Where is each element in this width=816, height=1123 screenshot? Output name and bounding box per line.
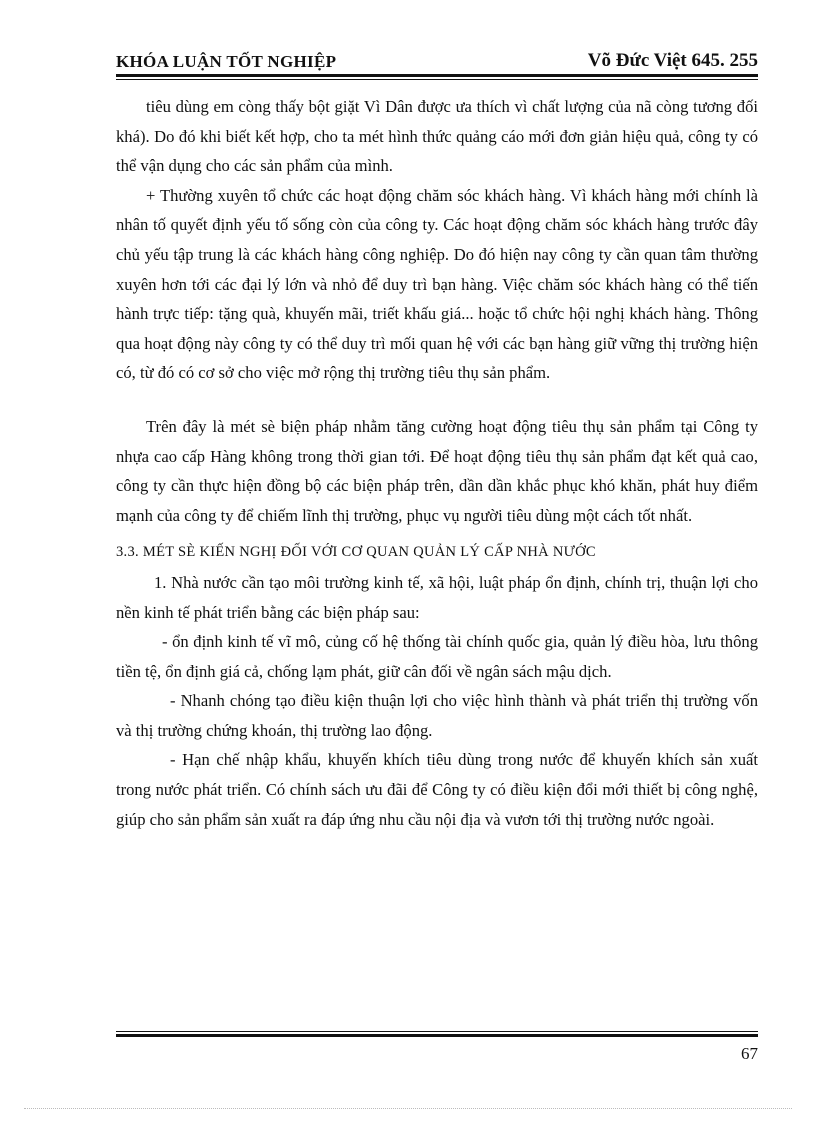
page-number: 67 [741,1044,758,1063]
footer-rule-thick [116,1034,758,1037]
section-heading: 3.3. MÉT SÈ KIẾN NGHỊ ĐỐI VỚI CƠ QUAN QUẢN LÝ CẤP NHÀ NƯỚC [116,544,596,561]
paragraph-continuation: tiêu dùng em còng thấy bột giặt Vì Dân được ưa thích vì chất lượng của nã còng tương đối khá). Do đó khi biết kết hợp, cho ta mét hình thức quảng cáo mới đơn giản hiệu quả, công ty có thể vận dụng cho các sản phẩm của mình. [116,97,758,176]
paragraph-summary: Trên đây là mét sè biện pháp nhằm tăng cường hoạt động tiêu thụ sản phẩm tại Công ty nhựa cao cấp Hàng không trong thời gian tới. Để hoạt động tiêu thụ sản phẩm đạt kết quả cao, công ty cần thực hiện đồng bộ các biện pháp trên, dần dần khắc phục khó khăn, phát huy điểm mạnh của công ty để chiếm lĩnh thị trường, phục vụ người tiêu dùng một cách tốt nhất. [116,416,758,525]
footer-rule-thin [116,1031,758,1032]
header-author: Võ Đức Việt 645. 255 [587,50,758,71]
paragraph-capital-market: - Nhanh chóng tạo điều kiện thuận lợi cho việc hình thành và phát triển thị trường vốn và thị trường chứng khoán, thị trường lao động. [116,691,758,740]
header-title: KHÓA LUẬN TỐT NGHIỆP [116,52,337,71]
paragraph-macro-stability: - ổn định kinh tế vĩ mô, củng cố hệ thống tài chính quốc gia, quản lý điều hòa, lưu thông tiền tệ, ổn định giá cả, chống lạm phát, giữ cân đối về ngân sách mậu dịch. [116,632,758,681]
paragraph-import-limits: - Hạn chế nhập khẩu, khuyến khích tiêu dùng trong nước để khuyến khích sản xuất trong nước phát triển. Có chính sách ưu đãi để Công ty có điều kiện đổi mới thiết bị công nghệ, giúp cho sản phẩm sản xuất ra đáp ứng nhu cầu nội địa và vươn tới thị trường nước ngoài. [116,750,758,829]
header-rule-thick [116,74,758,77]
header-rule-thin [116,79,758,80]
paragraph-recommendation-1: 1. Nhà nước cần tạo môi trường kinh tế, xã hội, luật pháp ổn định, chính trị, thuận lợi cho nền kinh tế phát triển bằng các biện pháp sau: [116,572,758,622]
page-bottom-dotted-line [24,1108,792,1109]
paragraph-gap [116,530,758,538]
document-body [116,92,758,834]
page-header [116,44,758,72]
paragraph-customer-care: + Thường xuyên tổ chức các hoạt động chăm sóc khách hàng. Vì khách hàng mới chính là nhân tố quyết định yếu tố sống còn của công ty. Các hoạt động chăm sóc khách hàng trước đây chủ yếu tập trung là các khách hàng công nghiệp. Do đó hiện nay công ty cần quan tâm thường xuyên hơn tới các đại lý lớn và nhỏ để duy trì bạn hàng. Việc chăm sóc khách hàng có thể tiến hành trực tiếp: tặng quà, khuyến mãi, triết khấu giá... hoặc tổ chức hội nghị khách hàng. Thông qua hoạt động này công ty có thể duy trì mối quan hệ với các bạn hàng giữ vững thị trường hiện có, từ đó có cơ sở cho việc mở rộng thị trường tiêu thụ sản phẩm. [116,185,758,383]
paragraph-gap [116,388,758,412]
